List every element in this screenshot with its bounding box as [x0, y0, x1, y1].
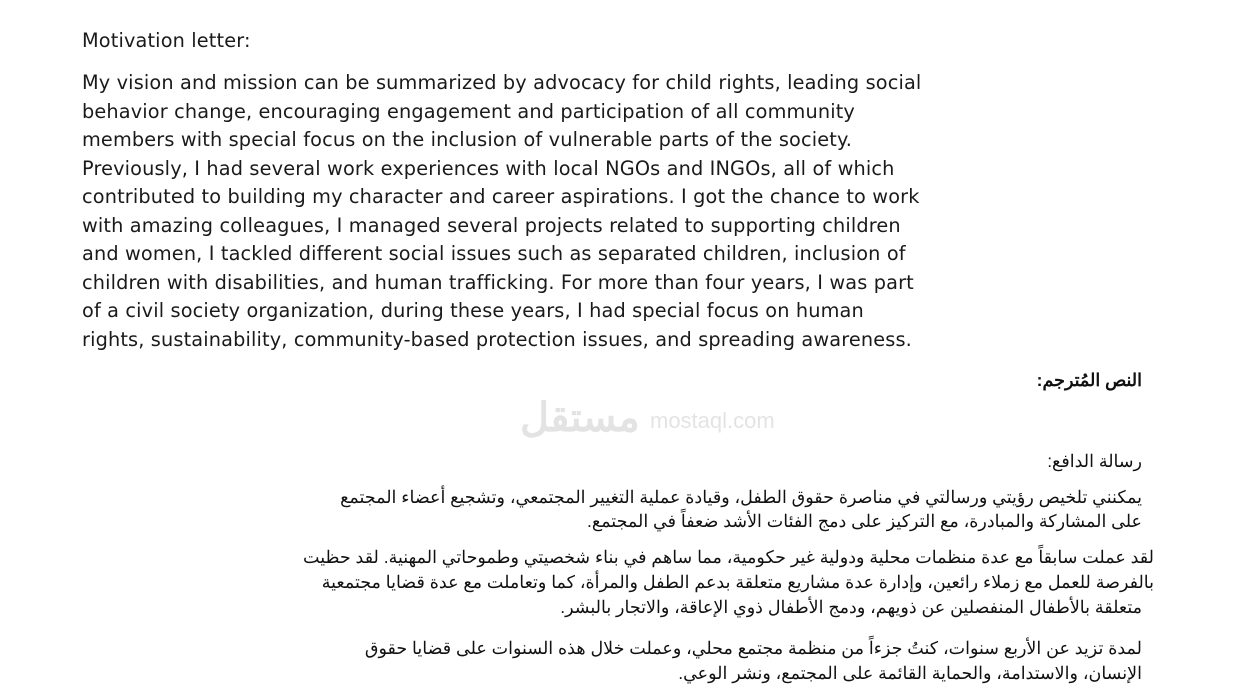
english-line: My vision and mission can be summarized by advocacy for child rights, leading social	[82, 71, 922, 94]
watermark-logo: مستقل	[520, 396, 640, 440]
arabic-line: لمدة تزيد عن الأربع سنوات، كنتُ جزءاً من منظمة مجتمع محلي، وعملت خلال هذه السنوات على قضايا حقوق	[364, 638, 1142, 658]
english-line: of a civil society organization, during these years, I had special focus on human	[82, 299, 864, 322]
arabic-line: يمكنني تلخيص رؤيتي ورسالتي في مناصرة حقوق الطفل، وقيادة عملية التغيير المجتمعي، وتشجيع أعضاء المجتمع	[340, 487, 1142, 507]
arabic-line: لقد عملت سابقاً مع عدة منظمات محلية ودولية غير حكومية، مما ساهم في بناء شخصيتي وطموحاتي المهنية. لقد حظيت	[303, 547, 1154, 567]
english-line: children with disabilities, and human trafficking. For more than four years, I was part	[82, 270, 914, 294]
arabic-line: الإنسان، والاستدامة، والحماية القائمة على المجتمع، ونشر الوعي.	[678, 663, 1142, 683]
arabic-line: بالفرصة للعمل مع زملاء رائعين، وإدارة عدة مشاريع متعلقة بدعم الطفل والمرأة، كما وتعاملت مع عدة قضايا مجتمعية	[321, 572, 1154, 592]
arabic-line: متعلقة بالأطفال المنفصلين عن ذويهم، ودمج الأطفال ذوي الإعاقة، والاتجار بالبشر.	[560, 597, 1142, 617]
english-line: and women, I tackled different social issues such as separated children, inclusion of	[82, 242, 906, 265]
english-line: Previously, I had several work experiences with local NGOs and INGOs, all of which	[82, 156, 895, 180]
english-line: rights, sustainability, community-based protection issues, and spreading awareness.	[82, 327, 912, 351]
arabic-heading: النص المُترجم:	[1036, 370, 1142, 390]
english-line: behavior change, encouraging engagement and participation of all community	[82, 99, 855, 123]
arabic-title: رسالة الدافع:	[1047, 451, 1142, 471]
english-line: members with special focus on the inclusion of vulnerable parts of the society.	[82, 128, 853, 151]
english-line: with amazing colleagues, I managed several projects related to supporting children	[82, 213, 901, 237]
english-line: contributed to building my character and career aspirations. I got the chance to work	[82, 185, 920, 208]
watermark-site: mostaql.com	[650, 408, 775, 433]
english-title: Motivation letter:	[82, 29, 251, 52]
arabic-line: على المشاركة والمبادرة، مع التركيز على دمج الفئات الأشد ضعفاً في المجتمع.	[587, 511, 1142, 531]
